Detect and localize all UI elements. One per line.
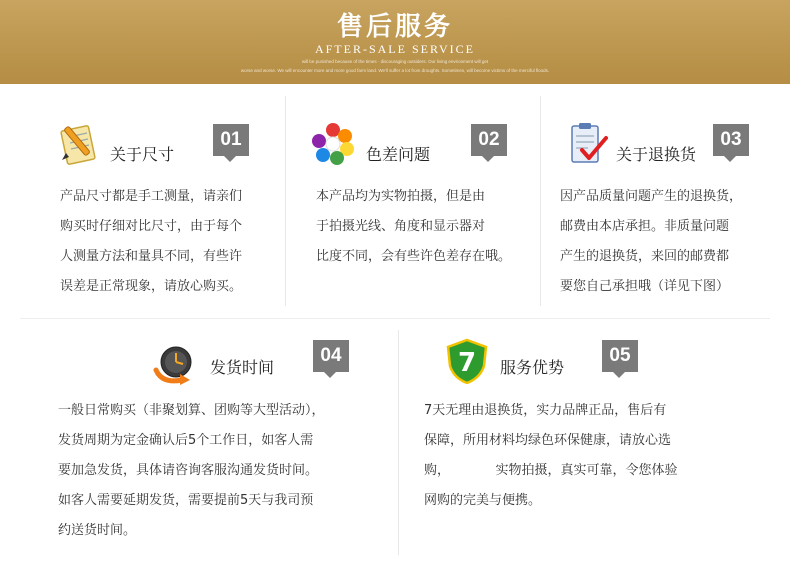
card-title: 服务优势 — [500, 358, 565, 377]
card-body — [60, 182, 242, 302]
card-text-line: 如客人需要延期发货，需要提前5天与我司预 — [58, 493, 314, 508]
card-text-line: 一般日常购买（非聚划算、团购等大型活动）， — [58, 403, 325, 418]
card-text-line: 约送货时间。 — [58, 523, 137, 538]
card-number-badge: 05 — [602, 340, 638, 372]
column-divider — [398, 330, 399, 555]
card-number-badge: 04 — [313, 340, 349, 372]
card-number-badge: 02 — [471, 124, 507, 156]
page-subtitle: AFTER-SALE SERVICE — [314, 42, 476, 56]
card-text-line: 因产品质量问题产生的退换货， — [560, 189, 743, 204]
card-text-line: 产品尺寸都是手工测量，请亲们 — [60, 189, 243, 204]
column-divider — [540, 96, 541, 306]
card-text-line: 发货周期为定金确认后5个工作日，如客人需 — [58, 433, 314, 448]
card-text-line: 保障，所用材料均绿色环保健康，请放心选 — [424, 433, 672, 448]
card-title: 色差问题 — [366, 145, 431, 164]
card-title: 关于尺寸 — [110, 145, 175, 164]
card-text-line: 要您自己承担哦（详见下图） — [560, 279, 730, 294]
clock-arrow-icon — [152, 340, 198, 386]
row-divider — [20, 318, 770, 319]
card-body — [58, 396, 325, 546]
card-number-badge: 01 — [213, 124, 249, 156]
card-text-line: 网购的完美与便携。 — [424, 493, 542, 508]
notepad-pencil-icon — [56, 120, 102, 166]
header-banner — [0, 0, 790, 84]
card-text-line: 购， 实物拍摄，真实可靠，令您体验 — [424, 463, 678, 478]
seven-day-shield-icon — [444, 338, 490, 384]
card-text-line: 邮费由本店承担。非质量问题 — [560, 219, 730, 234]
card-text-line: 本产品均为实物拍摄，但是由 — [316, 189, 486, 204]
card-text-line: 7天无理由退换货，实力品牌正品，售后有 — [424, 403, 667, 418]
card-body — [560, 182, 742, 302]
card-body — [316, 182, 511, 272]
card-text-line: 购买时仔细对比尺寸，由于每个 — [60, 219, 243, 234]
clipboard-check-icon — [564, 120, 610, 166]
color-palette-icon — [310, 120, 356, 166]
card-title: 关于退换货 — [616, 145, 697, 164]
shield-number: 7 — [457, 348, 477, 378]
card-text-line: 于拍摄光线、角度和显示器对 — [316, 219, 486, 234]
card-text-line: 要加急发货，具体请咨询客服沟通发货时间。 — [58, 463, 319, 478]
column-divider — [285, 96, 286, 306]
card-title: 发货时间 — [210, 358, 275, 377]
card-text-line: 误差是正常现象，请放心购买。 — [60, 279, 243, 294]
card-number-badge: 03 — [713, 124, 749, 156]
card-body — [424, 396, 677, 516]
card-text-line: 人测量方法和量具不同，有些许 — [60, 249, 243, 264]
card-text-line: 比度不同，会有些许色差存在哦。 — [316, 249, 512, 264]
card-text-line: 产生的退换货，来回的邮费都 — [560, 249, 730, 264]
page-title: 售后服务 — [336, 12, 453, 42]
banner-fine-print: worse and worse. We will encounter more and more good farm land. We'll suffer a lot from droughts. Sometimes, will become victims of the merciful floods. — [240, 68, 550, 73]
banner-fine-print: will be punished because of the times · discouraging outsiders. Our living environment will get — [301, 59, 489, 64]
